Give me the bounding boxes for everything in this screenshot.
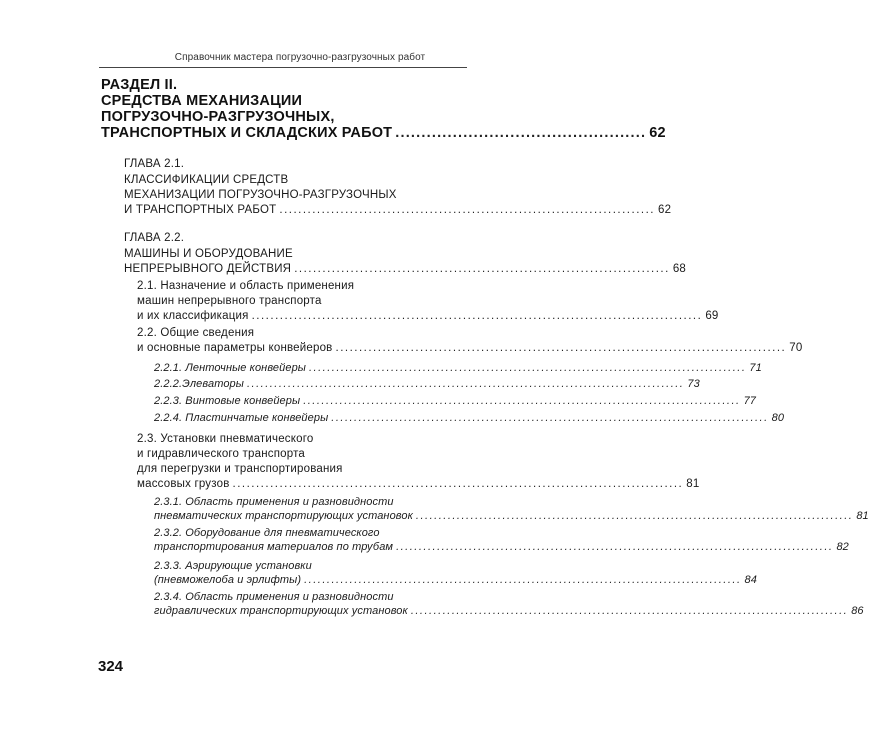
leader-dots: ................................................................................ xyxy=(279,204,655,216)
leader-dots: ................................................................................................ xyxy=(303,395,741,407)
page-number: 324 xyxy=(98,658,124,675)
section-toc-entry[interactable] xyxy=(101,125,666,141)
subitem-title-line: 2.3.1. Область применения и разновидности xyxy=(154,496,394,508)
chapter-toc-entry[interactable] xyxy=(124,204,672,216)
section-heading-line: ПОГРУЗОЧНО-РАЗГРУЗОЧНЫХ, xyxy=(101,109,335,125)
item-page: 81 xyxy=(686,478,700,490)
subitem-page: 71 xyxy=(749,362,762,374)
chapter-title-line: КЛАССИФИКАЦИИ СРЕДСТВ xyxy=(124,174,289,186)
item-toc-entry[interactable] xyxy=(137,478,700,490)
chapter-title-line: МЕХАНИЗАЦИИ ПОГРУЗОЧНО-РАЗГРУЗОЧНЫХ xyxy=(124,189,397,201)
subitem-page: 84 xyxy=(744,574,757,586)
item-title-line: 2.2. Общие сведения xyxy=(137,327,255,339)
subitem-title-line: 2.3.2. Оборудование для пневматического xyxy=(154,527,380,539)
subitem-toc-entry[interactable] xyxy=(154,574,757,586)
subitem-toc-entry[interactable] xyxy=(154,510,869,522)
chapter-title-line: МАШИНЫ И ОБОРУДОВАНИЕ xyxy=(124,248,293,260)
section-heading-line: СРЕДСТВА МЕХАНИЗАЦИИ xyxy=(101,93,303,109)
leader-dots: ................................................................................................ xyxy=(415,510,854,522)
item-toc-entry[interactable] xyxy=(137,310,719,322)
leader-dots: ................................................................................................ xyxy=(232,478,684,490)
leader-dots: ................................................................................................ xyxy=(304,574,742,586)
subitem-page: 80 xyxy=(771,412,785,424)
running-head: Справочник мастера погрузочно-разгрузочных работ xyxy=(174,52,426,63)
item-title-line: и гидравлического транспорта xyxy=(137,448,306,460)
subitem-page: 82 xyxy=(836,541,849,553)
subitem-title: 2.2.4. Пластинчатые конвейеры xyxy=(154,412,329,424)
leader-dots: ................................................................................................ xyxy=(251,310,703,322)
subitem-title-last-line: транспортирования материалов по трубам xyxy=(154,541,394,553)
leader-dots: ................................................ xyxy=(395,125,647,141)
item-title-line: для перегрузки и транспортирования xyxy=(137,463,343,475)
item-title-last-line: массовых грузов xyxy=(137,478,230,490)
leader-dots: ................................................................................................ xyxy=(335,342,787,354)
item-page: 70 xyxy=(789,342,803,354)
item-title-last-line: и их классификация xyxy=(137,310,249,322)
subitem-title-line: 2.3.3. Аэрирующие установки xyxy=(154,560,312,572)
subitem-toc-entry[interactable] xyxy=(154,605,864,617)
subitem-page: 81 xyxy=(856,510,869,522)
subitem-page: 86 xyxy=(851,605,864,617)
item-toc-entry[interactable] xyxy=(137,342,803,354)
subitem-page: 77 xyxy=(743,395,757,407)
item-title-line: машин непрерывного транспорта xyxy=(137,295,322,307)
leader-dots: ................................................................................................ xyxy=(331,412,769,424)
leader-dots: ................................................................................................ xyxy=(410,605,849,617)
item-page: 69 xyxy=(705,310,719,322)
leader-dots: ................................................................................ xyxy=(294,263,670,275)
chapter-label: ГЛАВА 2.2. xyxy=(124,232,185,244)
chapter-label: ГЛАВА 2.1. xyxy=(124,158,185,170)
chapter-page: 68 xyxy=(672,263,687,275)
subitem-title-last-line: гидравлических транспортирующих установок xyxy=(154,605,408,617)
leader-dots: ................................................................................................ xyxy=(396,541,834,553)
item-title-line: 2.1. Назначение и область применения xyxy=(137,280,355,292)
item-title-last-line: и основные параметры конвейеров xyxy=(137,342,333,354)
subitem-title: 2.2.2.Элеваторы xyxy=(154,378,244,390)
subitem-page: 73 xyxy=(687,378,700,390)
section-heading-last-line: ТРАНСПОРТНЫХ И СКЛАДСКИХ РАБОТ xyxy=(101,125,393,141)
subitem-toc-entry[interactable] xyxy=(154,395,757,407)
subitem-title: 2.2.3. Винтовые конвейеры xyxy=(154,395,301,407)
section-heading-line: РАЗДЕЛ II. xyxy=(101,77,178,93)
subitem-toc-entry[interactable] xyxy=(154,541,849,553)
subitem-title-line: 2.3.4. Область применения и разновидности xyxy=(154,591,394,603)
subitem-title: 2.2.1. Ленточные конвейеры xyxy=(154,362,306,374)
leader-dots: ................................................................................................ xyxy=(309,362,747,374)
item-title-line: 2.3. Установки пневматического xyxy=(137,433,314,445)
subitem-toc-entry[interactable] xyxy=(154,362,762,374)
chapter-toc-entry[interactable] xyxy=(124,263,687,275)
subitem-toc-entry[interactable] xyxy=(154,412,785,424)
subitem-title-last-line: пневматических транспортирующих установок xyxy=(154,510,413,522)
section-page: 62 xyxy=(649,125,666,141)
chapter-page: 62 xyxy=(657,204,672,216)
chapter-title-last-line: И ТРАНСПОРТНЫХ РАБОТ xyxy=(124,204,277,216)
subitem-toc-entry[interactable] xyxy=(154,378,700,390)
chapter-title-last-line: НЕПРЕРЫВНОГО ДЕЙСТВИЯ xyxy=(124,263,292,275)
subitem-title-last-line: (пневможелоба и эрлифты) xyxy=(154,574,302,586)
running-head-rule xyxy=(99,67,467,68)
leader-dots: ................................................................................................ xyxy=(246,378,685,390)
